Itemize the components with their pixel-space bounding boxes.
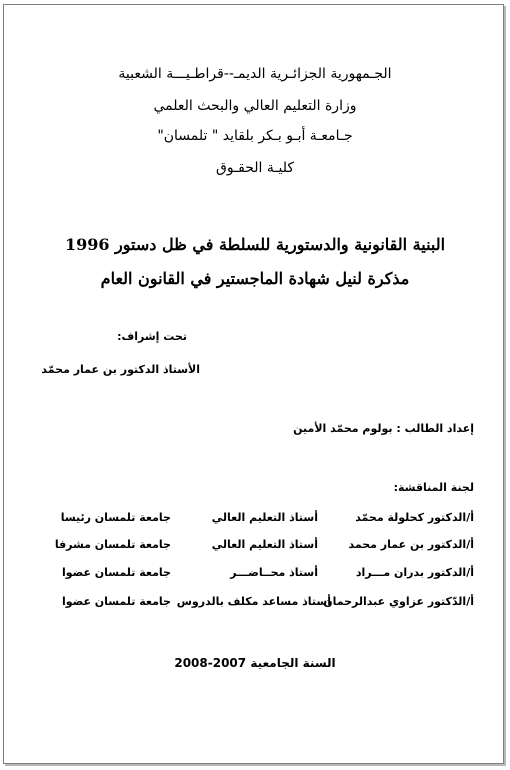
member-university: جامعة تلمسان [94,511,171,524]
committee-label: لجنة المناقشة: [393,481,474,494]
faculty-header: كليـة الحقـوق [215,160,295,176]
member-role: رئيسا [60,511,91,524]
member-name: أ/الدّكتور عزاوي عبدالرحمان [323,595,474,608]
committee-row [0,566,510,582]
thesis-title: البنية القانونية والدستورية للسلطة في ظل دستور 1996 [64,235,446,254]
member-rank: أستاذ التعليم العالي [211,538,318,551]
member-university: جامعة تلمسان [94,566,171,579]
university-header: جـامعـة أبـو بـكر بلقايد " تلمسان" [157,128,353,144]
member-rank: أستاذ التعليم العالي [211,511,318,524]
thesis-subtitle: مذكرة لنيل شهادة الماجستير في القانون العام [100,269,410,288]
member-role: مشرفا [54,538,91,551]
member-name: أ/الدكتور بن عمار محمد [348,538,474,551]
committee-row [0,511,510,527]
member-name: أ/الدكتور بدران مـــراد [355,566,474,579]
committee-row [0,538,510,554]
member-role: عضوا [61,566,91,579]
academic-year: السنة الجامعية 2007-2008 [174,656,336,670]
member-university: جامعة تلمسان [94,538,171,551]
page-frame [3,4,504,764]
member-role: عضوا [61,595,91,608]
ministry-header: وزارة التعليم العالي والبحث العلمي [153,98,357,114]
member-name: أ/الدكتور كحلولة محمّد [355,511,474,524]
republic-header: الجـمهورية الجزائـرية الديمـ--قراطـيـــة الشعبية [118,66,392,82]
member-university: جامعة تلمسان [94,595,171,608]
committee-row [0,595,510,611]
member-rank: أستاذ محــاضـــر [230,566,318,579]
supervisor-name: الأستاذ الدكتور بن عمار محمّد [41,363,200,376]
supervision-label: تحت إشراف: [117,330,187,343]
student-label: إعداد الطالب : بولوم محمّد الأمين [293,422,474,435]
member-rank: أستاذ مساعد مكلف بالدروس [176,595,331,608]
